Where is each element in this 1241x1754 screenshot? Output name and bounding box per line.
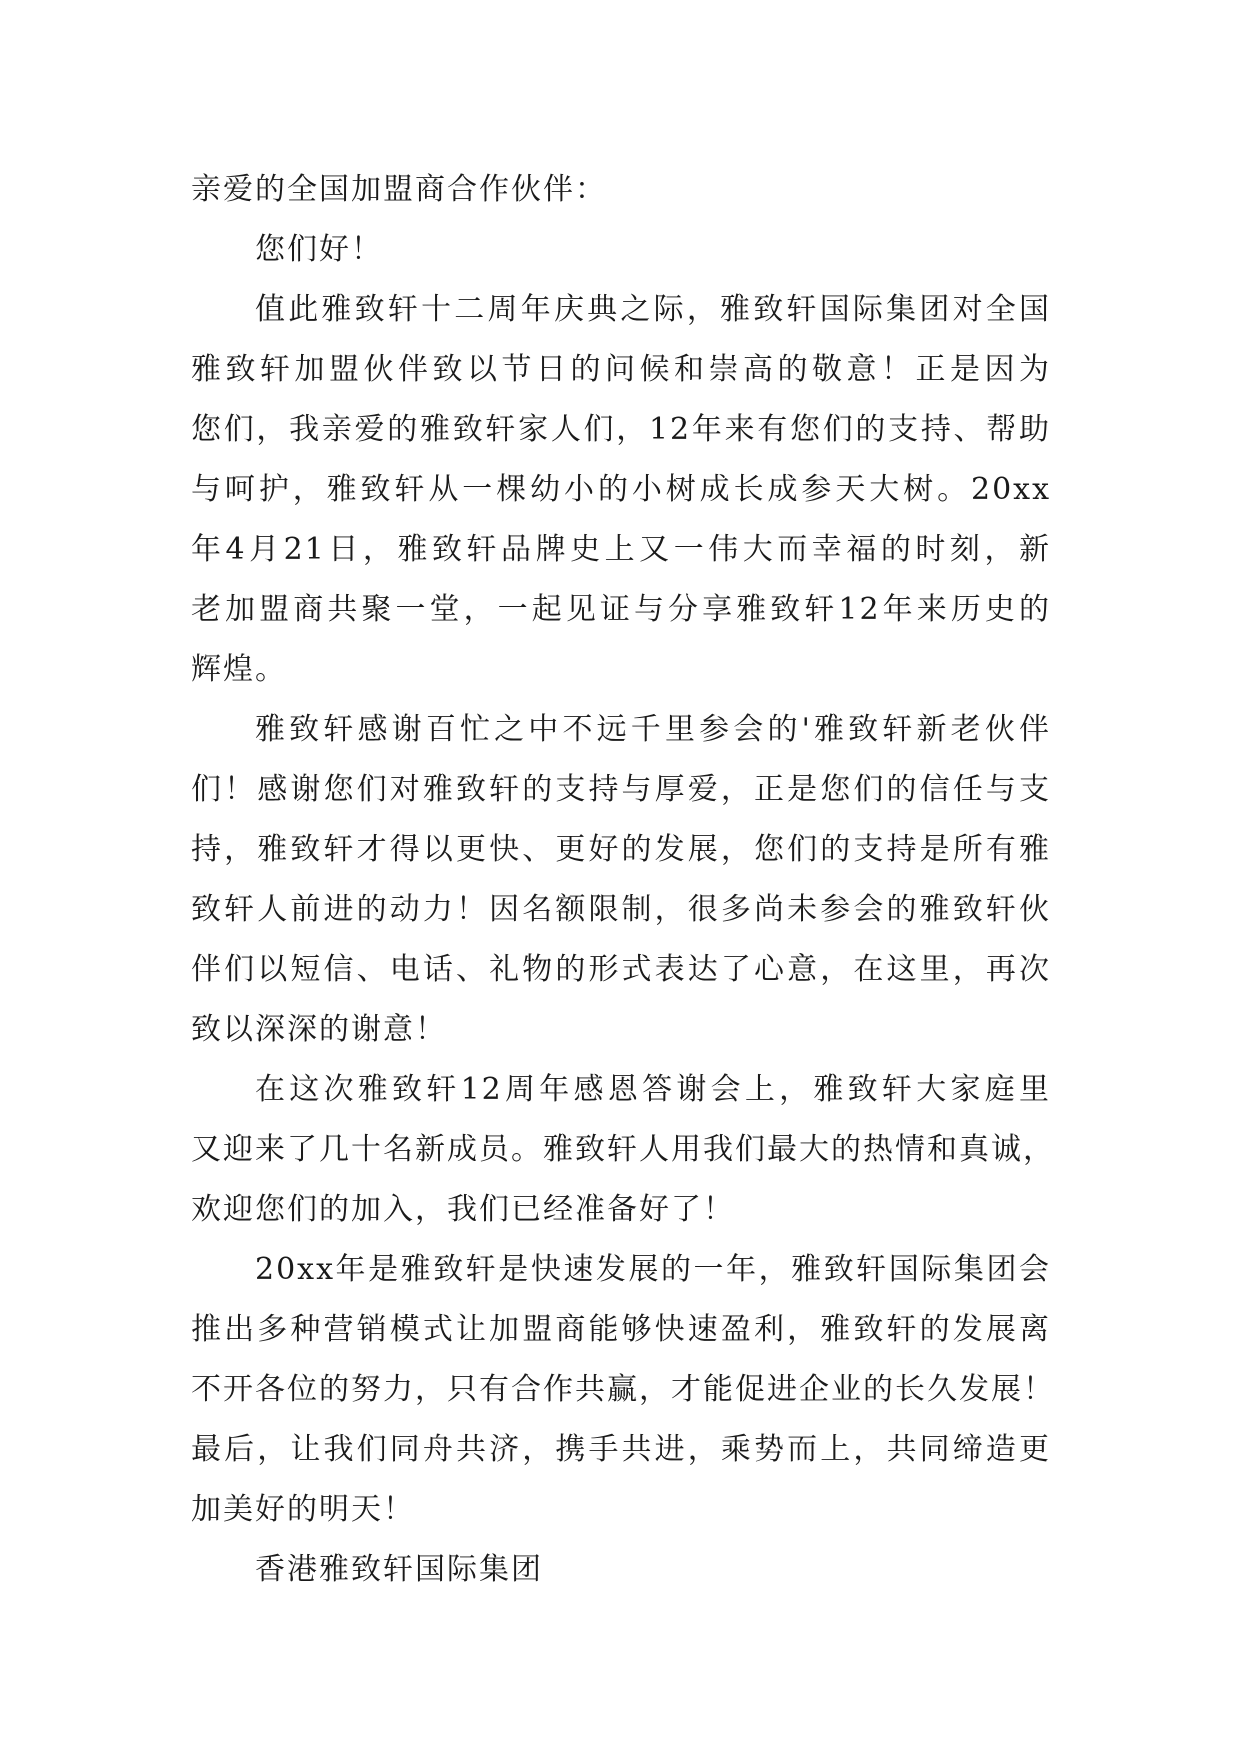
paragraph-line: 又迎来了几十名新成员。雅致轩人用我们最大的热情和真诚， xyxy=(191,1132,1055,1167)
paragraph-line: 们！感谢您们对雅致轩的支持与厚爱，正是您们的信任与支 xyxy=(191,772,1051,807)
salutation: 亲爱的全国加盟商合作伙伴： xyxy=(191,172,607,207)
paragraph-line: 值此雅致轩十二周年庆典之际，雅致轩国际集团对全国 xyxy=(255,292,1051,327)
greeting: 您们好！ xyxy=(255,232,383,267)
paragraph-line: 与呵护，雅致轩从一棵幼小的小树成长成参天大树。20xx xyxy=(191,472,1051,507)
paragraph-line: 伴们以短信、电话、礼物的形式表达了心意，在这里，再次 xyxy=(191,952,1051,987)
signature: 香港雅致轩国际集团 xyxy=(255,1552,543,1587)
paragraph-line: 致轩人前进的动力！因名额限制，很多尚未参会的雅致轩伙 xyxy=(191,892,1051,927)
paragraph-line: 您们，我亲爱的雅致轩家人们，12年来有您们的支持、帮助 xyxy=(191,412,1051,447)
paragraph-line: 20xx年是雅致轩是快速发展的一年，雅致轩国际集团会 xyxy=(255,1252,1051,1287)
paragraph-line: 辉煌。 xyxy=(191,652,287,687)
paragraph-line: 老加盟商共聚一堂，一起见证与分享雅致轩12年来历史的 xyxy=(191,592,1051,627)
paragraph-line: 欢迎您们的加入，我们已经准备好了！ xyxy=(191,1192,735,1227)
paragraph-2 xyxy=(191,700,1051,1060)
paragraph-line: 雅致轩感谢百忙之中不远千里参会的'雅致轩新老伙伴 xyxy=(255,712,1051,747)
paragraph-line: 推出多种营销模式让加盟商能够快速盈利，雅致轩的发展离 xyxy=(191,1312,1051,1347)
paragraph-line: 在这次雅致轩12周年感恩答谢会上，雅致轩大家庭里 xyxy=(255,1072,1051,1107)
paragraph-line: 加美好的明天！ xyxy=(191,1492,415,1527)
paragraph-line: 年4月21日，雅致轩品牌史上又一伟大而幸福的时刻，新 xyxy=(191,532,1051,567)
paragraph-line: 致以深深的谢意！ xyxy=(191,1012,447,1047)
paragraph-line: 持，雅致轩才得以更快、更好的发展，您们的支持是所有雅 xyxy=(191,832,1051,867)
paragraph-line: 最后，让我们同舟共济，携手共进，乘势而上，共同缔造更 xyxy=(191,1432,1051,1467)
paragraph-1 xyxy=(191,280,1051,700)
paragraph-line: 雅致轩加盟伙伴致以节日的问候和崇高的敬意！正是因为 xyxy=(191,352,1051,387)
paragraph-4 xyxy=(191,1240,1055,1540)
paragraph-3 xyxy=(191,1060,1055,1240)
paragraph-line: 不开各位的努力，只有合作共赢，才能促进企业的长久发展！ xyxy=(191,1372,1055,1407)
letter-body xyxy=(191,160,1055,1600)
